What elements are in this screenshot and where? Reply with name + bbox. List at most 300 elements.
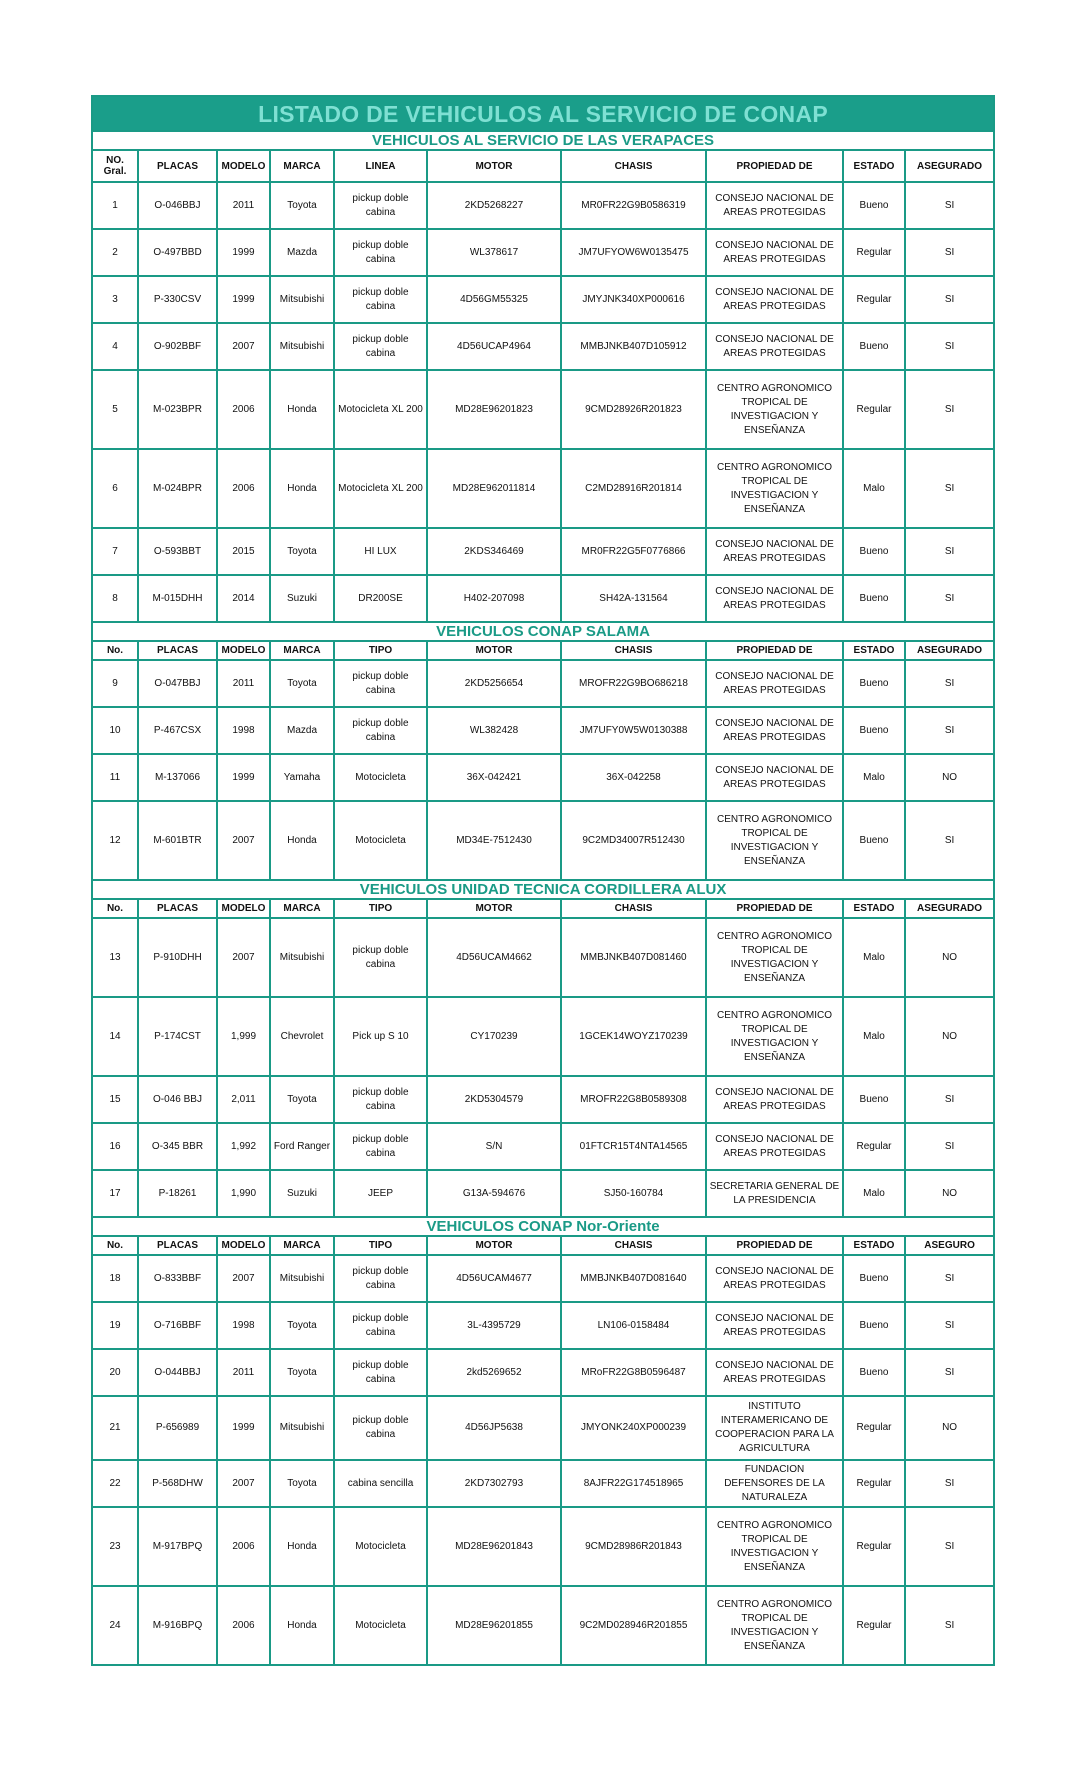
cell-propiedad: CONSEJO NACIONAL DE AREAS PROTEGIDAS: [706, 1349, 843, 1396]
cell-placas: M-601BTR: [138, 801, 217, 880]
cell-propiedad: CENTRO AGRONOMICO TROPICAL DE INVESTIGACION Y ENSEÑANZA: [706, 801, 843, 880]
cell-asegurado: NO: [905, 997, 994, 1076]
cell-propiedad: CONSEJO NACIONAL DE AREAS PROTEGIDAS: [706, 1302, 843, 1349]
cell-marca: Mazda: [270, 229, 334, 276]
cell-modelo: 1,992: [217, 1123, 270, 1170]
column-header-motor: MOTOR: [427, 150, 561, 182]
cell-marca: Mazda: [270, 707, 334, 754]
cell-modelo: 1999: [217, 754, 270, 801]
cell-propiedad: CENTRO AGRONOMICO TROPICAL DE INVESTIGACION Y ENSEÑANZA: [706, 1507, 843, 1586]
vehicle-table: [91, 95, 995, 1666]
cell-estado: Regular: [843, 1123, 905, 1170]
table-row: [92, 1460, 994, 1507]
cell-placas: M-023BPR: [138, 370, 217, 449]
column-header-motor: MOTOR: [427, 1236, 561, 1255]
cell-asegurado: SI: [905, 1255, 994, 1302]
cell-motor: 4D56UCAM4677: [427, 1255, 561, 1302]
table-row: [92, 1302, 994, 1349]
cell-no: 9: [92, 660, 138, 707]
cell-motor: MD28E962011814: [427, 449, 561, 528]
cell-motor: 4D56GM55325: [427, 276, 561, 323]
cell-linea: Motocicleta XL 200: [334, 370, 427, 449]
cell-asegurado: SI: [905, 1302, 994, 1349]
cell-propiedad: SECRETARIA GENERAL DE LA PRESIDENCIA: [706, 1170, 843, 1217]
cell-marca: Mitsubishi: [270, 323, 334, 370]
cell-modelo: 2007: [217, 918, 270, 997]
cell-modelo: 2007: [217, 1460, 270, 1507]
cell-estado: Bueno: [843, 801, 905, 880]
column-header-propiedad: PROPIEDAD DE: [706, 641, 843, 660]
cell-linea: pickup doble cabina: [334, 276, 427, 323]
cell-asegurado: SI: [905, 1123, 994, 1170]
column-header-motor: MOTOR: [427, 641, 561, 660]
cell-modelo: 2015: [217, 528, 270, 575]
cell-placas: P-568DHW: [138, 1460, 217, 1507]
table-row: [92, 370, 994, 449]
cell-motor: 3L-4395729: [427, 1302, 561, 1349]
table-row: [92, 575, 994, 622]
column-header-estado: ESTADO: [843, 150, 905, 182]
cell-motor: 2kd5269652: [427, 1349, 561, 1396]
cell-chasis: 9CMD28926R201823: [561, 370, 706, 449]
cell-motor: 2KD7302793: [427, 1460, 561, 1507]
column-header-motor: MOTOR: [427, 899, 561, 918]
cell-asegurado: SI: [905, 575, 994, 622]
section-header-row: [92, 1217, 994, 1236]
column-header-placas: PLACAS: [138, 899, 217, 918]
cell-marca: Suzuki: [270, 575, 334, 622]
cell-motor: MD28E96201823: [427, 370, 561, 449]
cell-no: 14: [92, 997, 138, 1076]
cell-marca: Honda: [270, 449, 334, 528]
cell-modelo: 2006: [217, 1586, 270, 1665]
table-row: [92, 182, 994, 229]
document-title: LISTADO DE VEHICULOS AL SERVICIO DE CONAP: [92, 96, 994, 131]
section-header-row: [92, 622, 994, 641]
cell-linea: pickup doble cabina: [334, 918, 427, 997]
cell-chasis: 8AJFR22G174518965: [561, 1460, 706, 1507]
cell-chasis: MMBJNKB407D105912: [561, 323, 706, 370]
cell-linea: pickup doble cabina: [334, 323, 427, 370]
cell-placas: O-345 BBR: [138, 1123, 217, 1170]
cell-modelo: 1998: [217, 707, 270, 754]
cell-no: 24: [92, 1586, 138, 1665]
cell-marca: Mitsubishi: [270, 1255, 334, 1302]
cell-motor: MD28E96201843: [427, 1507, 561, 1586]
cell-chasis: C2MD28916R201814: [561, 449, 706, 528]
cell-propiedad: CENTRO AGRONOMICO TROPICAL DE INVESTIGACION Y ENSEÑANZA: [706, 918, 843, 997]
cell-marca: Suzuki: [270, 1170, 334, 1217]
cell-chasis: SJ50-160784: [561, 1170, 706, 1217]
cell-marca: Mitsubishi: [270, 276, 334, 323]
table-row: [92, 1507, 994, 1586]
cell-estado: Bueno: [843, 1255, 905, 1302]
column-header-modelo: MODELO: [217, 150, 270, 182]
cell-motor: WL378617: [427, 229, 561, 276]
cell-estado: Malo: [843, 754, 905, 801]
cell-no: 5: [92, 370, 138, 449]
cell-asegurado: SI: [905, 323, 994, 370]
cell-linea: DR200SE: [334, 575, 427, 622]
cell-linea: pickup doble cabina: [334, 707, 427, 754]
cell-linea: pickup doble cabina: [334, 182, 427, 229]
table-row: [92, 1586, 994, 1665]
cell-motor: 4D56JP5638: [427, 1396, 561, 1460]
column-header-placas: PLACAS: [138, 1236, 217, 1255]
table-row: [92, 449, 994, 528]
cell-chasis: 9C2MD028946R201855: [561, 1586, 706, 1665]
table-row: [92, 754, 994, 801]
cell-propiedad: CENTRO AGRONOMICO TROPICAL DE INVESTIGACION Y ENSEÑANZA: [706, 449, 843, 528]
cell-modelo: 1999: [217, 229, 270, 276]
cell-chasis: MMBJNKB407D081640: [561, 1255, 706, 1302]
cell-motor: 2KDS346469: [427, 528, 561, 575]
column-header-marca: MARCA: [270, 641, 334, 660]
vehicle-table-body: [92, 96, 994, 1665]
cell-propiedad: CONSEJO NACIONAL DE AREAS PROTEGIDAS: [706, 229, 843, 276]
column-header-linea: TIPO: [334, 1236, 427, 1255]
column-header-row: [92, 641, 994, 660]
table-row: [92, 1123, 994, 1170]
cell-modelo: 1,990: [217, 1170, 270, 1217]
cell-motor: 36X-042421: [427, 754, 561, 801]
cell-modelo: 1999: [217, 276, 270, 323]
cell-linea: pickup doble cabina: [334, 1255, 427, 1302]
cell-estado: Bueno: [843, 323, 905, 370]
cell-no: 4: [92, 323, 138, 370]
cell-linea: pickup doble cabina: [334, 660, 427, 707]
cell-no: 3: [92, 276, 138, 323]
cell-asegurado: SI: [905, 1460, 994, 1507]
cell-marca: Chevrolet: [270, 997, 334, 1076]
column-header-marca: MARCA: [270, 1236, 334, 1255]
column-header-marca: MARCA: [270, 899, 334, 918]
cell-no: 15: [92, 1076, 138, 1123]
cell-marca: Honda: [270, 1507, 334, 1586]
cell-estado: Regular: [843, 1460, 905, 1507]
cell-no: 16: [92, 1123, 138, 1170]
cell-estado: Regular: [843, 1507, 905, 1586]
cell-marca: Yamaha: [270, 754, 334, 801]
cell-estado: Regular: [843, 370, 905, 449]
cell-linea: Motocicleta: [334, 1586, 427, 1665]
column-header-row: [92, 150, 994, 182]
cell-no: 1: [92, 182, 138, 229]
column-header-chasis: CHASIS: [561, 899, 706, 918]
cell-no: 11: [92, 754, 138, 801]
cell-motor: 4D56UCAM4662: [427, 918, 561, 997]
section-title: VEHICULOS UNIDAD TECNICA CORDILLERA ALUX: [92, 880, 994, 899]
table-row: [92, 1170, 994, 1217]
cell-marca: Toyota: [270, 1349, 334, 1396]
cell-marca: Mitsubishi: [270, 918, 334, 997]
cell-placas: O-046 BBJ: [138, 1076, 217, 1123]
cell-no: 8: [92, 575, 138, 622]
cell-motor: G13A-594676: [427, 1170, 561, 1217]
cell-linea: pickup doble cabina: [334, 1396, 427, 1460]
cell-marca: Toyota: [270, 1460, 334, 1507]
cell-no: 10: [92, 707, 138, 754]
cell-chasis: JMYONK240XP000239: [561, 1396, 706, 1460]
column-header-propiedad: PROPIEDAD DE: [706, 150, 843, 182]
cell-asegurado: NO: [905, 918, 994, 997]
cell-modelo: 2006: [217, 449, 270, 528]
cell-modelo: 2011: [217, 660, 270, 707]
cell-placas: P-174CST: [138, 997, 217, 1076]
cell-marca: Mitsubishi: [270, 1396, 334, 1460]
cell-chasis: SH42A-131564: [561, 575, 706, 622]
cell-modelo: 2011: [217, 1349, 270, 1396]
cell-linea: Motocicleta: [334, 754, 427, 801]
column-header-estado: ESTADO: [843, 1236, 905, 1255]
cell-linea: HI LUX: [334, 528, 427, 575]
cell-asegurado: NO: [905, 1170, 994, 1217]
cell-estado: Regular: [843, 1586, 905, 1665]
cell-asegurado: SI: [905, 528, 994, 575]
cell-motor: CY170239: [427, 997, 561, 1076]
table-row: [92, 707, 994, 754]
cell-asegurado: SI: [905, 370, 994, 449]
vehicle-list-document: [91, 95, 993, 1666]
table-row: [92, 801, 994, 880]
cell-estado: Malo: [843, 1170, 905, 1217]
table-row: [92, 323, 994, 370]
cell-no: 18: [92, 1255, 138, 1302]
cell-motor: 2KD5268227: [427, 182, 561, 229]
column-header-row: [92, 1236, 994, 1255]
cell-marca: Toyota: [270, 660, 334, 707]
cell-linea: pickup doble cabina: [334, 1349, 427, 1396]
column-header-placas: PLACAS: [138, 641, 217, 660]
cell-motor: MD28E96201855: [427, 1586, 561, 1665]
table-row: [92, 528, 994, 575]
section-header-row: [92, 131, 994, 150]
cell-propiedad: CONSEJO NACIONAL DE AREAS PROTEGIDAS: [706, 182, 843, 229]
cell-estado: Bueno: [843, 528, 905, 575]
cell-modelo: 1,999: [217, 997, 270, 1076]
cell-marca: Toyota: [270, 528, 334, 575]
cell-estado: Regular: [843, 1396, 905, 1460]
column-header-chasis: CHASIS: [561, 1236, 706, 1255]
section-header-row: [92, 880, 994, 899]
cell-chasis: LN106-0158484: [561, 1302, 706, 1349]
cell-asegurado: SI: [905, 1586, 994, 1665]
cell-linea: pickup doble cabina: [334, 1302, 427, 1349]
section-title: VEHICULOS CONAP Nor-Oriente: [92, 1217, 994, 1236]
cell-estado: Regular: [843, 276, 905, 323]
cell-propiedad: CONSEJO NACIONAL DE AREAS PROTEGIDAS: [706, 707, 843, 754]
cell-motor: 2KD5304579: [427, 1076, 561, 1123]
cell-marca: Honda: [270, 1586, 334, 1665]
cell-placas: P-18261: [138, 1170, 217, 1217]
cell-no: 22: [92, 1460, 138, 1507]
cell-placas: P-656989: [138, 1396, 217, 1460]
cell-chasis: MR0FR22G5F0776866: [561, 528, 706, 575]
cell-chasis: 1GCEK14WOYZ170239: [561, 997, 706, 1076]
cell-placas: M-917BPQ: [138, 1507, 217, 1586]
cell-linea: JEEP: [334, 1170, 427, 1217]
cell-no: 2: [92, 229, 138, 276]
cell-estado: Malo: [843, 918, 905, 997]
cell-motor: S/N: [427, 1123, 561, 1170]
cell-no: 23: [92, 1507, 138, 1586]
cell-modelo: 2011: [217, 182, 270, 229]
column-header-propiedad: PROPIEDAD DE: [706, 1236, 843, 1255]
cell-linea: Motocicleta: [334, 801, 427, 880]
column-header-no: No.: [92, 899, 138, 918]
cell-asegurado: NO: [905, 754, 994, 801]
cell-propiedad: CONSEJO NACIONAL DE AREAS PROTEGIDAS: [706, 1076, 843, 1123]
cell-asegurado: SI: [905, 1507, 994, 1586]
cell-placas: P-330CSV: [138, 276, 217, 323]
cell-linea: Motocicleta: [334, 1507, 427, 1586]
cell-chasis: 01FTCR15T4NTA14565: [561, 1123, 706, 1170]
cell-chasis: JM7UFYOW6W0135475: [561, 229, 706, 276]
cell-propiedad: CONSEJO NACIONAL DE AREAS PROTEGIDAS: [706, 276, 843, 323]
cell-propiedad: CENTRO AGRONOMICO TROPICAL DE INVESTIGACION Y ENSEÑANZA: [706, 1586, 843, 1665]
cell-motor: WL382428: [427, 707, 561, 754]
cell-no: 6: [92, 449, 138, 528]
cell-marca: Toyota: [270, 182, 334, 229]
cell-modelo: 2014: [217, 575, 270, 622]
column-header-placas: PLACAS: [138, 150, 217, 182]
cell-estado: Bueno: [843, 1302, 905, 1349]
cell-no: 17: [92, 1170, 138, 1217]
cell-motor: H402-207098: [427, 575, 561, 622]
cell-linea: pickup doble cabina: [334, 1123, 427, 1170]
column-header-no: No.: [92, 641, 138, 660]
cell-estado: Regular: [843, 229, 905, 276]
cell-asegurado: SI: [905, 276, 994, 323]
cell-propiedad: CENTRO AGRONOMICO TROPICAL DE INVESTIGACION Y ENSEÑANZA: [706, 997, 843, 1076]
column-header-no: NO. Gral.: [92, 150, 138, 182]
cell-asegurado: SI: [905, 707, 994, 754]
cell-placas: O-593BBT: [138, 528, 217, 575]
cell-estado: Bueno: [843, 660, 905, 707]
cell-no: 7: [92, 528, 138, 575]
cell-modelo: 2007: [217, 323, 270, 370]
cell-modelo: 2006: [217, 370, 270, 449]
cell-asegurado: SI: [905, 1349, 994, 1396]
cell-placas: O-716BBF: [138, 1302, 217, 1349]
cell-marca: Ford Ranger: [270, 1123, 334, 1170]
cell-modelo: 2007: [217, 801, 270, 880]
column-header-linea: TIPO: [334, 641, 427, 660]
cell-propiedad: CONSEJO NACIONAL DE AREAS PROTEGIDAS: [706, 754, 843, 801]
cell-modelo: 2006: [217, 1507, 270, 1586]
table-row: [92, 1076, 994, 1123]
cell-chasis: MR0FR22G9B0586319: [561, 182, 706, 229]
cell-no: 21: [92, 1396, 138, 1460]
cell-asegurado: SI: [905, 449, 994, 528]
column-header-marca: MARCA: [270, 150, 334, 182]
cell-propiedad: FUNDACION DEFENSORES DE LA NATURALEZA: [706, 1460, 843, 1507]
cell-estado: Bueno: [843, 1349, 905, 1396]
cell-estado: Bueno: [843, 575, 905, 622]
cell-placas: O-833BBF: [138, 1255, 217, 1302]
table-row: [92, 1349, 994, 1396]
cell-placas: O-497BBD: [138, 229, 217, 276]
column-header-propiedad: PROPIEDAD DE: [706, 899, 843, 918]
cell-asegurado: NO: [905, 1396, 994, 1460]
cell-placas: M-137066: [138, 754, 217, 801]
table-row: [92, 660, 994, 707]
cell-no: 19: [92, 1302, 138, 1349]
table-row: [92, 229, 994, 276]
cell-estado: Bueno: [843, 182, 905, 229]
column-header-asegurado: ASEGURADO: [905, 150, 994, 182]
cell-propiedad: INSTITUTO INTERAMERICANO DE COOPERACION PARA LA AGRICULTURA: [706, 1396, 843, 1460]
cell-chasis: JM7UFY0W5W0130388: [561, 707, 706, 754]
cell-marca: Toyota: [270, 1076, 334, 1123]
cell-asegurado: SI: [905, 801, 994, 880]
cell-estado: Malo: [843, 997, 905, 1076]
column-header-modelo: MODELO: [217, 1236, 270, 1255]
cell-motor: 2KD5256654: [427, 660, 561, 707]
section-title: VEHICULOS AL SERVICIO DE LAS VERAPACES: [92, 131, 994, 150]
cell-chasis: MROFR22G9BO686218: [561, 660, 706, 707]
cell-asegurado: SI: [905, 182, 994, 229]
cell-linea: Motocicleta XL 200: [334, 449, 427, 528]
cell-linea: pickup doble cabina: [334, 1076, 427, 1123]
cell-linea: cabina sencilla: [334, 1460, 427, 1507]
column-header-chasis: CHASIS: [561, 150, 706, 182]
cell-estado: Malo: [843, 449, 905, 528]
column-header-linea: LINEA: [334, 150, 427, 182]
column-header-estado: ESTADO: [843, 641, 905, 660]
cell-placas: M-916BPQ: [138, 1586, 217, 1665]
cell-chasis: MROFR22G8B0589308: [561, 1076, 706, 1123]
cell-no: 20: [92, 1349, 138, 1396]
cell-modelo: 2,011: [217, 1076, 270, 1123]
column-header-linea: TIPO: [334, 899, 427, 918]
cell-motor: 4D56UCAP4964: [427, 323, 561, 370]
column-header-asegurado: ASEGURADO: [905, 899, 994, 918]
cell-placas: M-024BPR: [138, 449, 217, 528]
column-header-modelo: MODELO: [217, 641, 270, 660]
cell-chasis: MRoFR22G8B0596487: [561, 1349, 706, 1396]
cell-modelo: 1998: [217, 1302, 270, 1349]
cell-no: 13: [92, 918, 138, 997]
column-header-no: No.: [92, 1236, 138, 1255]
cell-placas: O-047BBJ: [138, 660, 217, 707]
cell-placas: O-044BBJ: [138, 1349, 217, 1396]
cell-marca: Honda: [270, 370, 334, 449]
cell-propiedad: CONSEJO NACIONAL DE AREAS PROTEGIDAS: [706, 1123, 843, 1170]
cell-propiedad: CENTRO AGRONOMICO TROPICAL DE INVESTIGACION Y ENSEÑANZA: [706, 370, 843, 449]
cell-no: 12: [92, 801, 138, 880]
table-row: [92, 1255, 994, 1302]
column-header-chasis: CHASIS: [561, 641, 706, 660]
cell-propiedad: CONSEJO NACIONAL DE AREAS PROTEGIDAS: [706, 575, 843, 622]
cell-estado: Bueno: [843, 1076, 905, 1123]
column-header-modelo: MODELO: [217, 899, 270, 918]
cell-placas: M-015DHH: [138, 575, 217, 622]
cell-asegurado: SI: [905, 229, 994, 276]
table-row: [92, 1396, 994, 1460]
column-header-row: [92, 899, 994, 918]
cell-chasis: 9CMD28986R201843: [561, 1507, 706, 1586]
column-header-asegurado: ASEGURADO: [905, 641, 994, 660]
cell-propiedad: CONSEJO NACIONAL DE AREAS PROTEGIDAS: [706, 528, 843, 575]
cell-linea: Pick up S 10: [334, 997, 427, 1076]
cell-marca: Honda: [270, 801, 334, 880]
cell-chasis: JMYJNK340XP000616: [561, 276, 706, 323]
cell-propiedad: CONSEJO NACIONAL DE AREAS PROTEGIDAS: [706, 1255, 843, 1302]
cell-chasis: MMBJNKB407D081460: [561, 918, 706, 997]
column-header-estado: ESTADO: [843, 899, 905, 918]
cell-placas: P-910DHH: [138, 918, 217, 997]
